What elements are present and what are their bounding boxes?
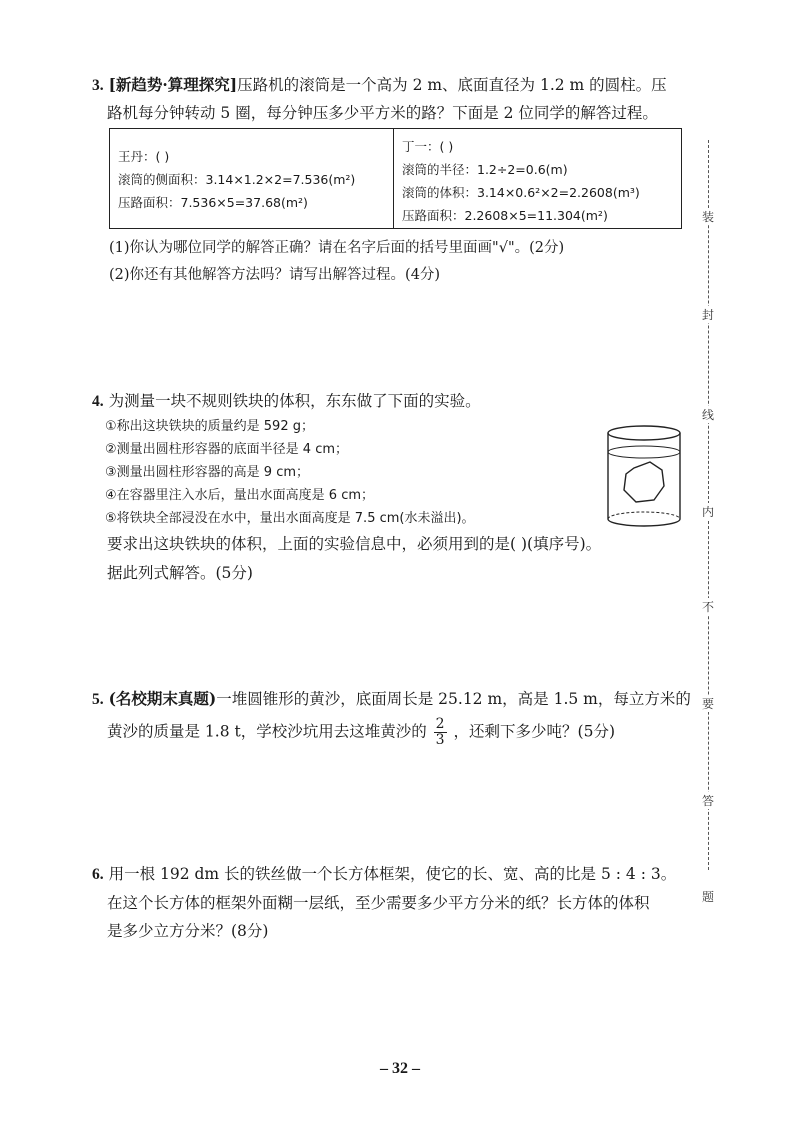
side-char-2: 封 <box>701 308 714 322</box>
dingyi-line3: 压路面积：2.2608×5=11.304(m²) <box>402 208 608 223</box>
side-char-5: 不 <box>701 600 714 614</box>
wangdan-line1: 滚筒的侧面积：3.14×1.2×2=7.536(m²) <box>118 172 356 187</box>
page-number: – 32 – <box>380 1060 420 1077</box>
q6-stem <box>92 860 712 889</box>
fraction-two-thirds <box>434 717 447 748</box>
q6-text-line1: 用一根 192 dm 长的铁丝做一个长方体框架，使它的长、宽、高的比是 5 : 4 : 3。 <box>108 865 677 883</box>
cylinder-container-illustration <box>604 424 684 530</box>
wangdan-name: 王丹：( ) <box>118 149 170 164</box>
side-char-8: 题 <box>701 890 714 904</box>
q4-step-4: ④在容器里注入水后，量出水面高度是 6 cm； <box>105 488 375 503</box>
q4-text: 为测量一块不规则铁块的体积，东东做了下面的实验。 <box>108 392 481 410</box>
wangdan-line2: 压路面积：7.536×5=37.68(m²) <box>118 195 308 210</box>
q4-step-5: ⑤将铁块全部浸没在水中，量出水面高度是 7.5 cm(水未溢出)。 <box>105 511 475 526</box>
q3-sub1: (1)你认为哪位同学的解答正确？请在名字后面的括号里面画"√"。(2分) <box>109 240 565 256</box>
q6-text-line3: 是多少立方分米？(8分) <box>107 922 269 940</box>
q3-text-line1: 压路机的滚筒是一个高为 2 m、底面直径为 1.2 m 的圆柱。压 <box>237 76 667 94</box>
q4-stem <box>92 387 481 416</box>
q4-step-3: ③测量出圆柱形容器的高是 9 cm； <box>105 465 310 480</box>
side-char-1: 装 <box>701 210 714 224</box>
q3-answer-wangdan <box>110 129 394 228</box>
q6-text-line2: 在这个长方体的框架外面糊一层纸，至少需要多少平方分米的纸？长方体的体积 <box>107 894 650 912</box>
q5-text-line1: 一堆圆锥形的黄沙，底面周长是 25.12 m，高是 1.5 m，每立方米的 <box>216 690 691 708</box>
q4-steps <box>105 415 475 530</box>
q4-question-line2: 据此列式解答。(5分) <box>107 564 253 582</box>
iron-block-shape <box>624 462 664 502</box>
q4-step-2: ②测量出圆柱形容器的底面半径是 4 cm； <box>105 442 349 457</box>
q5-tag: (名校期末真题) <box>108 689 217 708</box>
q5-text-line2a: 黄沙的质量是 1.8 t，学校沙坑用去这堆黄沙的 <box>107 722 427 741</box>
q3-tag: [新趋势·算理探究] <box>108 75 238 94</box>
q3-text-line2: 路机每分钟转动 5 圈，每分钟压多少平方米的路？下面是 2 位同学的解答过程。 <box>107 104 658 122</box>
frac-denominator: 3 <box>435 732 445 748</box>
q4-question-line1: 要求出这块铁块的体积，上面的实验信息中，必须用到的是( )(填序号)。 <box>107 535 602 553</box>
side-char-7: 答 <box>701 794 714 808</box>
q3-number: 3. <box>92 77 104 94</box>
q3-stem <box>92 70 712 100</box>
q4-number: 4. <box>92 393 104 410</box>
dingyi-line2: 滚筒的体积：3.14×0.6²×2=2.2608(m³) <box>402 185 640 200</box>
q3-answer-table <box>109 128 682 229</box>
dingyi-line1: 滚筒的半径：1.2÷2=0.6(m) <box>402 162 568 177</box>
q3-answer-dingyi <box>394 129 681 228</box>
side-char-3: 线 <box>701 408 714 422</box>
q3-sub2: (2)你还有其他解答方法吗？请写出解答过程。(4分) <box>109 267 441 283</box>
side-char-6: 要 <box>701 697 714 711</box>
q5-text-line2b: ，还剩下多少吨？(5分) <box>453 722 615 741</box>
q4-step-1: ①称出这块铁块的质量约是 592 g； <box>105 419 314 434</box>
q5-number: 5. <box>92 691 104 708</box>
q5-line2 <box>107 717 727 748</box>
q6-number: 6. <box>92 866 104 883</box>
dingyi-name: 丁一：( ) <box>402 139 454 154</box>
side-char-4: 内 <box>701 505 714 519</box>
q5-stem <box>92 684 712 714</box>
frac-numerator: 2 <box>435 716 445 732</box>
